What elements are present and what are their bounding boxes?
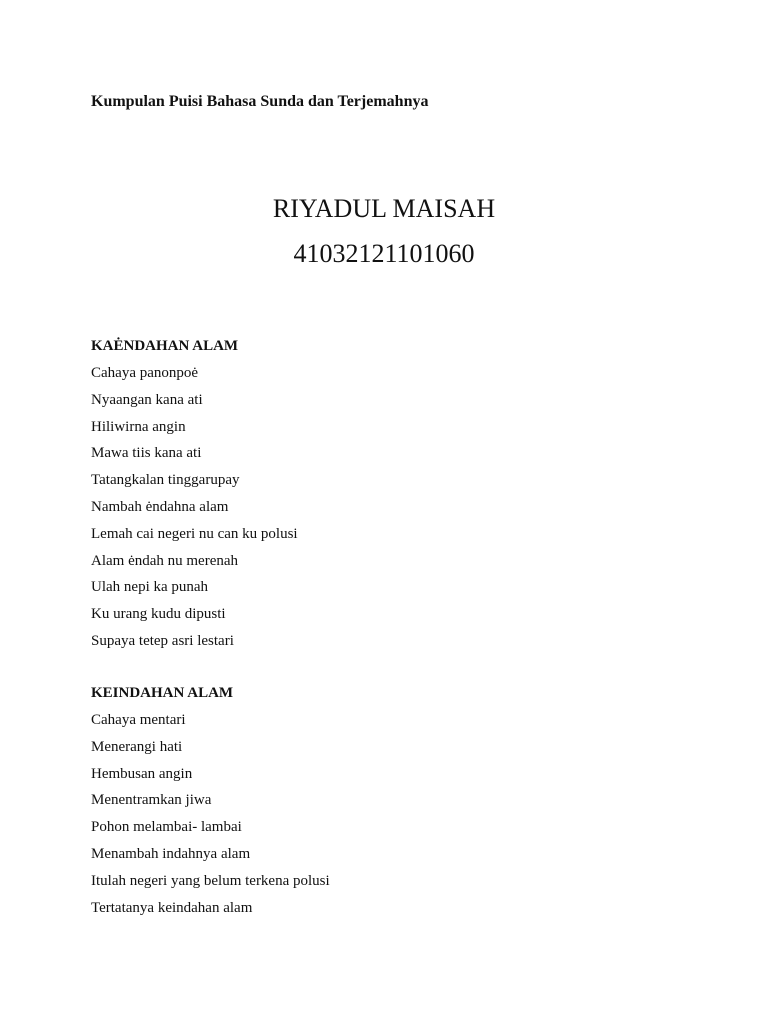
poem-line: Itulah negeri yang belum terkena polusi <box>91 872 330 889</box>
document-heading: Kumpulan Puisi Bahasa Sunda dan Terjemahnya <box>91 93 429 110</box>
poem-sundanese <box>91 336 298 658</box>
poem-line: Supaya tetep asri lestari <box>91 632 234 649</box>
poem-line: Hembusan angin <box>91 765 193 782</box>
poem-line: Nyaangan kana ati <box>91 391 203 408</box>
student-id: 41032121101060 <box>293 239 475 268</box>
poem-title: KEINDAHAN ALAM <box>91 685 234 701</box>
poem-line: Lemah cai negeri nu can ku polusi <box>91 525 298 542</box>
poem-line: Cahaya mentari <box>91 712 186 728</box>
poem-line: Mawa tiis kana ati <box>91 445 202 462</box>
poem-line: Tertatanya keindahan alam <box>91 899 253 916</box>
poem-line: Ku urang kudu dipusti <box>91 606 226 623</box>
poem-line: Menerangi hati <box>91 738 183 755</box>
author-name: RIYADUL MAISAH <box>272 194 496 223</box>
poem-line: Nambah ėndahna alam <box>91 498 229 515</box>
poem-line: Hiliwirna angin <box>91 418 186 435</box>
poem-line: Tatangkalan tinggarupay <box>91 472 240 489</box>
poem-line: Menambah indahnya alam <box>91 845 251 862</box>
poem-line: Pohon melambai- lambai <box>91 819 242 836</box>
poem-indonesian <box>91 683 330 924</box>
poem-line: Menentramkan jiwa <box>91 792 212 809</box>
poem-line: Alam ėndah nu merenah <box>91 552 239 569</box>
poem-line: Cahaya panonpoė <box>91 365 199 381</box>
poem-title: KAĖNDAHAN ALAM <box>91 338 239 354</box>
poem-line: Ulah nepi ka punah <box>91 579 209 596</box>
